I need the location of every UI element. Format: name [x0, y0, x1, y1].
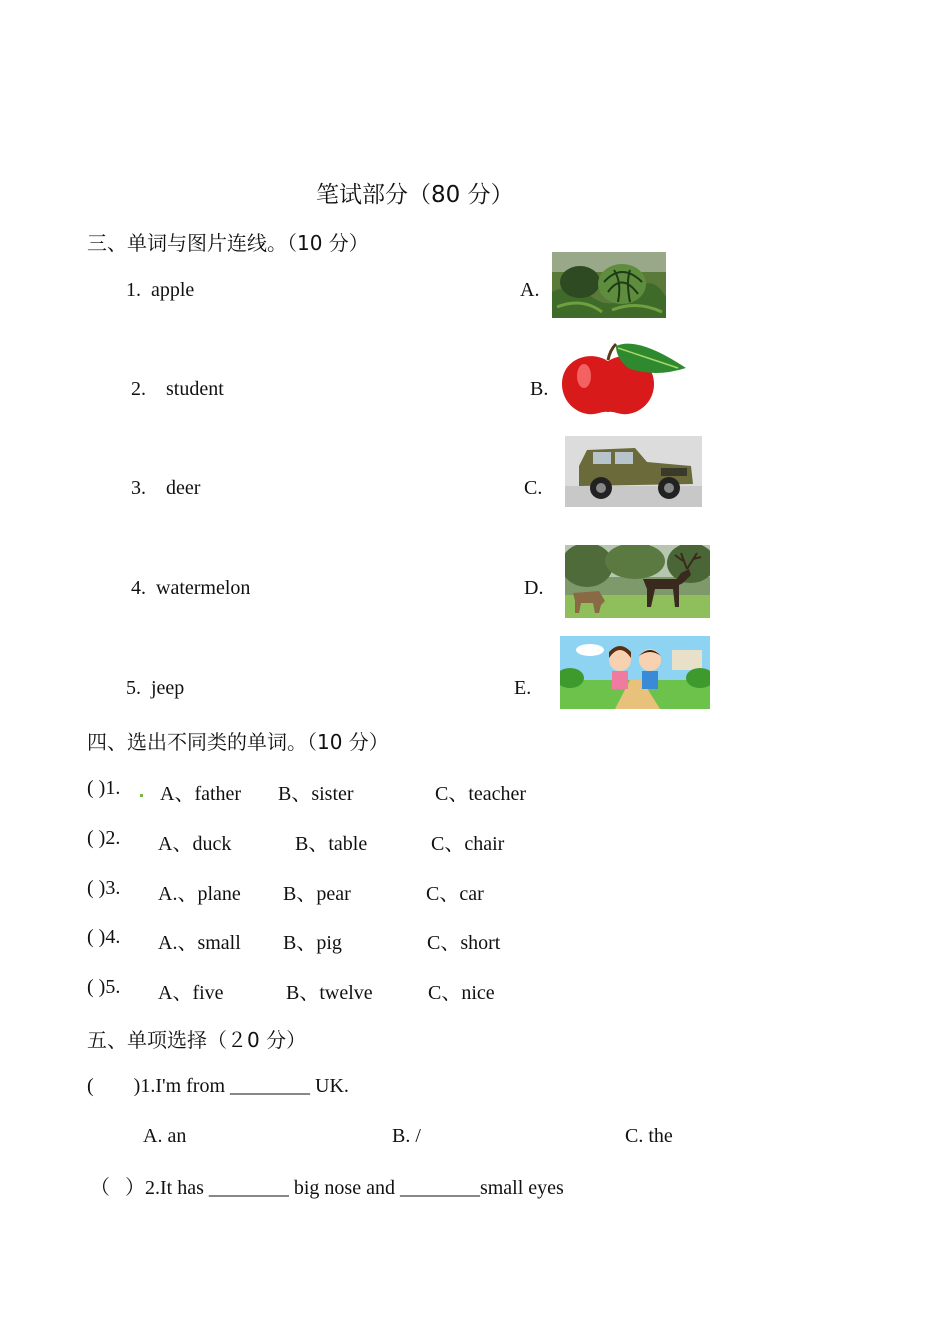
word-number: 5. [126, 677, 141, 699]
option-a: A、five [158, 982, 224, 1004]
section-3-heading: 三、单词与图片连线。（10 分） [87, 231, 369, 255]
option-b: B、table [295, 833, 368, 855]
word-number: 4. [131, 577, 146, 599]
option-b: B、pear [283, 883, 351, 905]
option-c: C、short [427, 932, 501, 954]
deer-image [565, 545, 710, 618]
word-text: deer [166, 477, 201, 499]
word-number: 3. [131, 477, 146, 499]
picture-letter-b: B. [530, 378, 549, 400]
option-c: C、teacher [435, 783, 527, 805]
picture-letter-d: D. [524, 577, 544, 599]
word-text: student [166, 378, 224, 400]
word-text: watermelon [156, 577, 251, 599]
picture-letter-e: E. [514, 677, 532, 699]
section-5-heading: 五、单项选择（２0 分） [87, 1028, 307, 1052]
question-2: （ ）2.It has ________ big nose and ________small eyes [90, 1177, 564, 1199]
option-c: C. the [625, 1125, 673, 1147]
apple-image [558, 338, 690, 418]
jeep-image [565, 436, 702, 507]
option-a: A、father [160, 783, 242, 805]
option-b: B、twelve [286, 982, 373, 1004]
picture-letter-a: A. [520, 279, 540, 301]
word-item [126, 279, 194, 302]
option-a: A. an [143, 1125, 187, 1147]
question-number: ( )4. [87, 926, 121, 948]
section-4-heading: 四、选出不同类的单词。（10 分） [87, 730, 389, 754]
option-a: A、duck [158, 833, 232, 855]
question-number: ( )1. [87, 777, 121, 799]
watermelon-image [552, 252, 666, 318]
word-text: apple [151, 279, 195, 301]
word-item [126, 677, 184, 700]
question-number: ( )2. [87, 827, 121, 849]
question-number: ( )3. [87, 877, 121, 899]
word-number: 1. [126, 279, 141, 301]
page-title: 笔试部分（80 分） [316, 182, 514, 208]
option-c: C、nice [428, 982, 495, 1004]
green-mark [140, 794, 143, 797]
option-a: A.、small [158, 932, 241, 954]
word-item [131, 378, 224, 401]
option-b: B、sister [278, 783, 354, 805]
word-number: 2. [131, 378, 146, 400]
word-item [131, 477, 200, 500]
picture-letter-c: C. [524, 477, 543, 499]
word-item [131, 577, 250, 600]
option-c: C、car [426, 883, 484, 905]
option-c: C、chair [431, 833, 505, 855]
option-a: A.、plane [158, 883, 241, 905]
option-b: B. / [392, 1125, 421, 1147]
question-number: ( )5. [87, 976, 121, 998]
word-text: jeep [151, 677, 185, 699]
students-image [560, 636, 710, 709]
question-1: ( )1.I'm from ________ UK. [87, 1075, 349, 1097]
option-b: B、pig [283, 932, 342, 954]
